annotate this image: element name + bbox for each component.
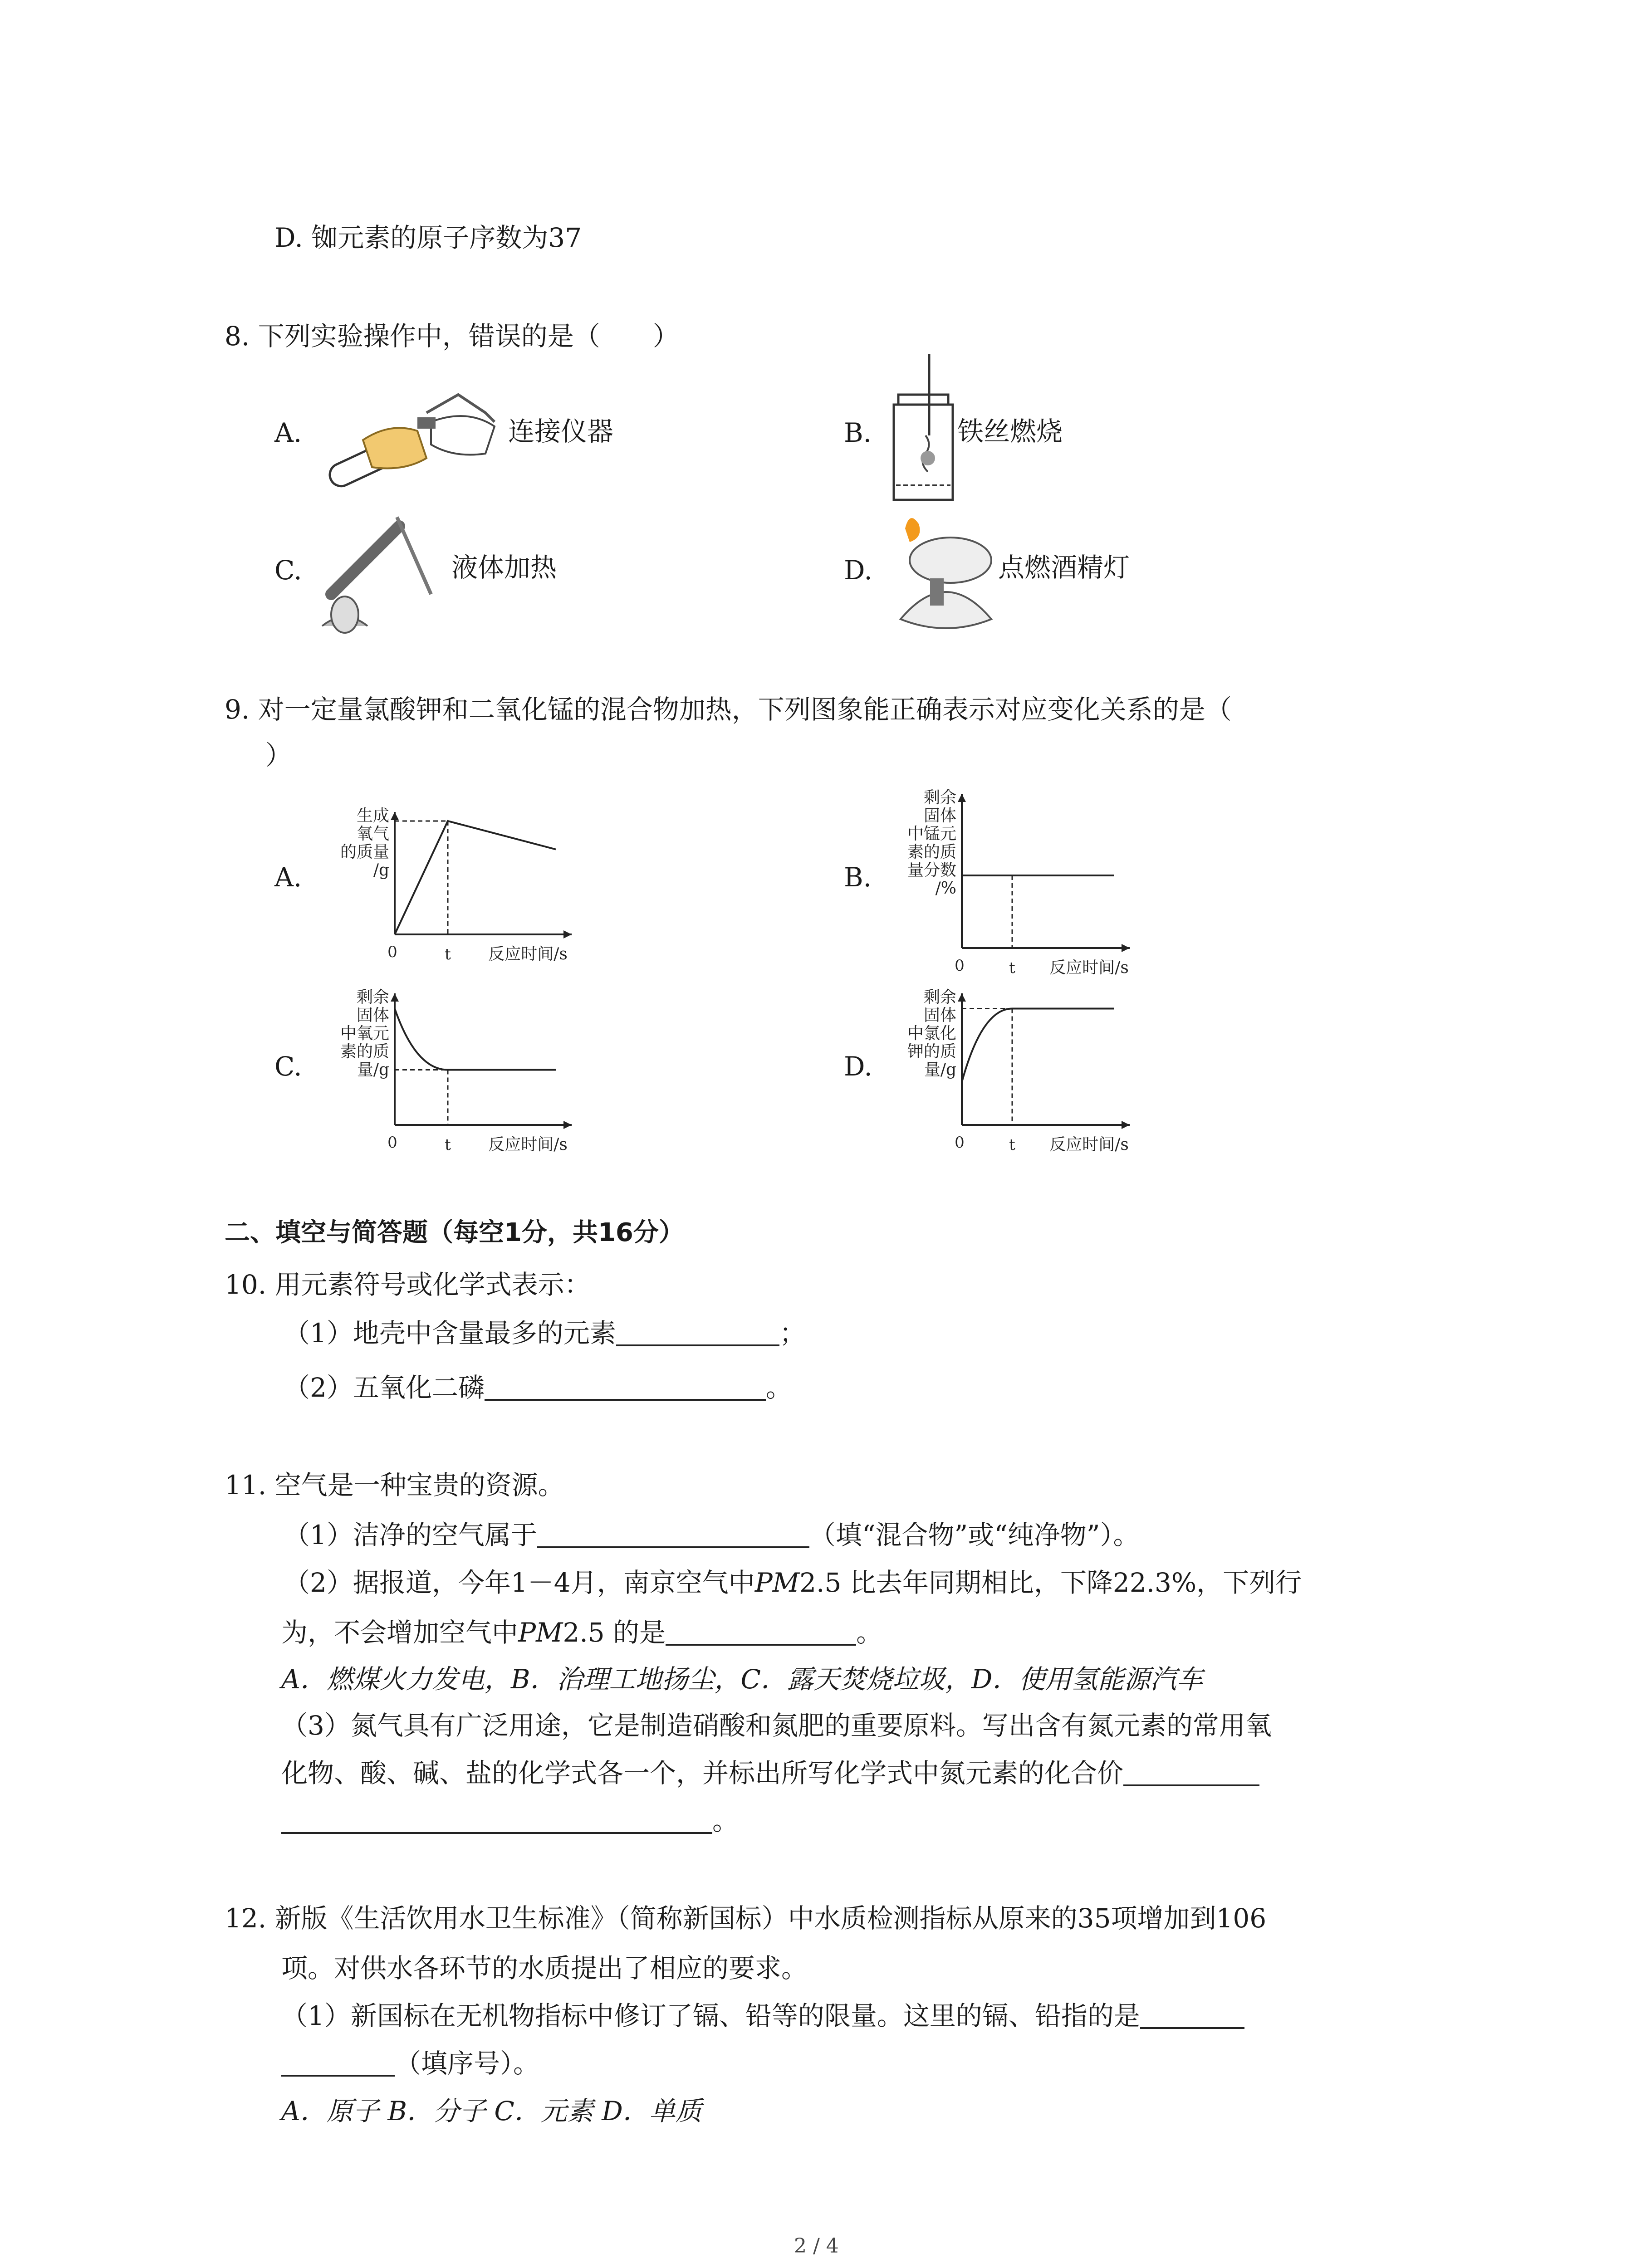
x-axis-label: 反应时间/s: [1049, 1135, 1129, 1154]
y-axis-label: 固体: [923, 1006, 956, 1025]
q11-sub2-line1: （2）据报道，今年1－4月，南京空气中PM2.5 比去年同期相比，下降22.3%，下列行: [284, 1567, 1302, 1598]
y-axis-label: 量/g: [924, 1061, 956, 1079]
q8-option-c-letter: C.: [274, 555, 302, 586]
q9-option-a-letter: A.: [274, 862, 302, 893]
q11-sub2-line2: 为，不会增加空气中PM2.5 的是 。: [281, 1617, 883, 1648]
y-axis-label: 氧气: [356, 825, 389, 843]
series-line: [395, 1009, 556, 1070]
q8-option-c-caption: 液体加热: [451, 552, 557, 583]
x-tick-label: 0: [387, 943, 397, 961]
q11-sub3-blank-b[interactable]: [281, 1809, 712, 1834]
q12-sub1-line1: （1）新国标在无机物指标中修订了镉、铅等的限量。这里的镉、铅指的是: [281, 2003, 1244, 2029]
q9-stem-line2: ）: [265, 740, 292, 771]
q9-option-d-letter: D.: [844, 1051, 872, 1082]
q11-sub3-blank-a[interactable]: [1123, 1762, 1259, 1786]
chart-c: [318, 980, 599, 1157]
y-axis-label: 素的质: [907, 843, 956, 861]
x-axis-arrow: [1122, 944, 1130, 952]
q11-sub3-line2: 化物、酸、碱、盐的化学式各一个，并标出所写化学式中氮元素的化合价: [281, 1760, 1259, 1786]
y-axis-label: 生成: [356, 807, 389, 825]
y-axis-arrow: [391, 812, 399, 820]
q12-stem-line2: 项。对供水各环节的水质提出了相应的要求。: [281, 1953, 808, 1984]
x-tick-label: 0: [955, 957, 965, 975]
q11-sub1: （1）洁净的空气属于 （填“混合物”或“纯净物”）。: [284, 1520, 1140, 1550]
y-axis-label: 固体: [923, 807, 956, 825]
q11-sub2-choices: A．燃煤火力发电，B．治理工地扬尘，C．露天焚烧垃圾，D．使用氢能源汽车: [281, 1664, 1203, 1695]
y-axis-label: 中氯化: [907, 1024, 956, 1043]
chart-b: [885, 780, 1157, 980]
x-axis-label: 反应时间/s: [1049, 958, 1129, 977]
q11-stem: 11. 空气是一种宝贵的资源。: [225, 1470, 564, 1501]
q8-option-a-letter: A.: [274, 417, 302, 448]
series-line: [962, 1009, 1114, 1082]
q10-stem: 10. 用元素符号或化学式表示：: [225, 1269, 591, 1300]
q8-option-d-caption: 点燃酒精灯: [998, 552, 1130, 583]
y-axis-label: 剩余: [923, 788, 956, 807]
y-axis-label: 量/g: [357, 1061, 389, 1079]
q12-sub1-blank-b[interactable]: [281, 2052, 395, 2077]
x-axis-arrow: [1122, 1121, 1130, 1129]
x-tick-label: 0: [955, 1134, 965, 1152]
x-tick-label: t: [445, 1136, 451, 1154]
y-axis-label: 固体: [356, 1006, 389, 1025]
x-tick-label: t: [1009, 1136, 1015, 1154]
x-axis-arrow: [563, 1121, 572, 1129]
q9-option-c-letter: C.: [274, 1051, 302, 1082]
alcohol-lamp-icon: [887, 510, 1000, 637]
y-axis-label: 的质量: [340, 843, 389, 861]
x-tick-label: 0: [387, 1134, 397, 1152]
y-axis-arrow: [391, 993, 399, 1002]
q8-option-b-caption: 铁丝燃烧: [957, 416, 1063, 447]
q12-sub1-line2: （填序号）。: [281, 2050, 539, 2077]
x-tick-label: t: [445, 945, 451, 963]
q8-option-b-letter: B.: [844, 417, 872, 448]
x-axis-arrow: [563, 930, 572, 938]
iron-wire-burning-icon: [885, 354, 957, 508]
y-axis-arrow: [958, 794, 966, 802]
section-2-heading: 二、填空与简答题（每空1分，共16分）: [225, 1218, 684, 1247]
q9-option-b-letter: B.: [844, 862, 872, 893]
chart-d: [885, 980, 1157, 1157]
liquid-heating-icon: [313, 513, 445, 635]
page-number: 2 / 4: [794, 2234, 839, 2258]
y-axis-label: 中锰元: [907, 825, 956, 843]
q11-sub1-blank[interactable]: [537, 1524, 809, 1548]
q8-stem: 8. 下列实验操作中，错误的是（ ）: [225, 321, 679, 352]
y-axis-label: 剩余: [923, 988, 956, 1007]
y-axis-label: 钾的质: [907, 1042, 956, 1061]
q11-sub2-blank[interactable]: [666, 1621, 856, 1646]
q10-sub2: （2）五氧化二磷 。: [284, 1372, 792, 1403]
q10-sub2-blank[interactable]: [485, 1376, 766, 1401]
x-tick-label: t: [1009, 959, 1015, 977]
q12-sub1-blank-a[interactable]: [1140, 2004, 1244, 2029]
q10-sub1-blank[interactable]: [616, 1322, 779, 1346]
y-axis-label: 量分数: [907, 861, 956, 880]
y-axis-label: 素的质: [340, 1042, 389, 1061]
y-axis-label: /%: [935, 879, 956, 898]
q7-option-d: D. 铷元素的原子序数为37: [274, 222, 582, 253]
q11-sub3-line1: （3）氮气具有广泛用途，它是制造硝酸和氮肥的重要原料。写出含有氮元素的常用氧: [281, 1710, 1272, 1741]
q10-sub1: （1）地壳中含量最多的元素 ；: [284, 1318, 806, 1349]
q12-stem-line1: 12. 新版《生活饮用水卫生标准》（简称新国标）中水质检测指标从原来的35项增加到106: [225, 1903, 1267, 1934]
y-axis-label: 剩余: [356, 988, 389, 1007]
series-line: [395, 821, 556, 934]
q8-option-a-caption: 连接仪器: [508, 416, 614, 447]
q9-stem-line1: 9. 对一定量氯酸钾和二氧化锰的混合物加热，下列图象能正确表示对应变化关系的是（: [225, 694, 1232, 725]
q8-option-d-letter: D.: [844, 555, 872, 586]
y-axis-arrow: [958, 993, 966, 1002]
connect-tubes-icon: [318, 372, 508, 499]
x-axis-label: 反应时间/s: [488, 1135, 568, 1154]
y-axis-label: 中氧元: [340, 1024, 389, 1043]
chart-a: [318, 798, 599, 966]
q11-sub3-line3: 。: [281, 1808, 739, 1834]
q12-sub1-choices: A．原子 B．分子 C．元素 D．单质: [281, 2096, 702, 2126]
y-axis-label: /g: [373, 861, 389, 880]
x-axis-label: 反应时间/s: [488, 945, 568, 963]
